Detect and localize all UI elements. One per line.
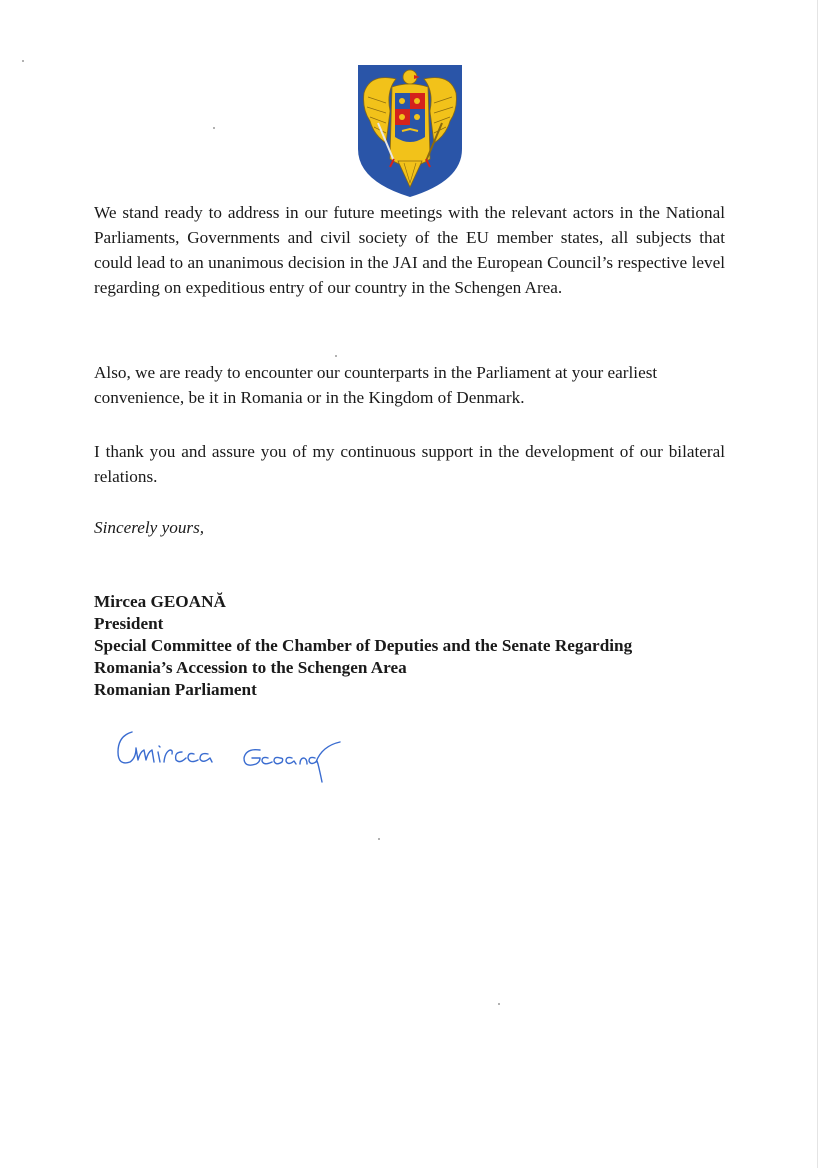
coat-of-arms-icon — [356, 63, 464, 199]
closing-salutation: Sincerely yours, — [94, 518, 205, 537]
signatory-institution: Romanian Parliament — [94, 680, 257, 699]
coat-of-arms-emblem — [356, 63, 464, 199]
scan-edge-line — [817, 0, 818, 1168]
paragraph-encounter-counterparts: Also, we are ready to encounter our counterparts in the Parliament at your earliest convenience, be it in Romania or in the Kingdom of Denmark. — [94, 363, 658, 407]
scan-speck — [498, 1003, 500, 1005]
paragraph-ready-to-address: We stand ready to address in our future meetings with the relevant actors in the National Parliaments, Governments and civil society of the EU member states, all subjects that could lead to an unanimous decision in the JAI and the European Council’s respective level regarding on expeditious entry of our country in the Schengen Area. — [94, 203, 725, 297]
scan-speck — [378, 838, 380, 840]
signatory-committee: Special Committee of the Chamber of Deputies and the Senate Regarding — [94, 636, 633, 655]
scan-speck — [22, 60, 24, 62]
signatory-committee-continued: Romania’s Accession to the Schengen Area — [94, 658, 407, 677]
paragraph-thank-you: I thank you and assure you of my continuous support in the development of our bilateral relations. — [94, 442, 725, 486]
handwritten-signature — [110, 722, 350, 792]
signatory-name: Mircea GEOANĂ — [94, 592, 226, 611]
scan-speck — [213, 127, 215, 129]
signature-icon — [110, 722, 350, 792]
signatory-title: President — [94, 614, 164, 633]
scan-speck — [335, 355, 337, 357]
signatory-block — [94, 591, 632, 701]
